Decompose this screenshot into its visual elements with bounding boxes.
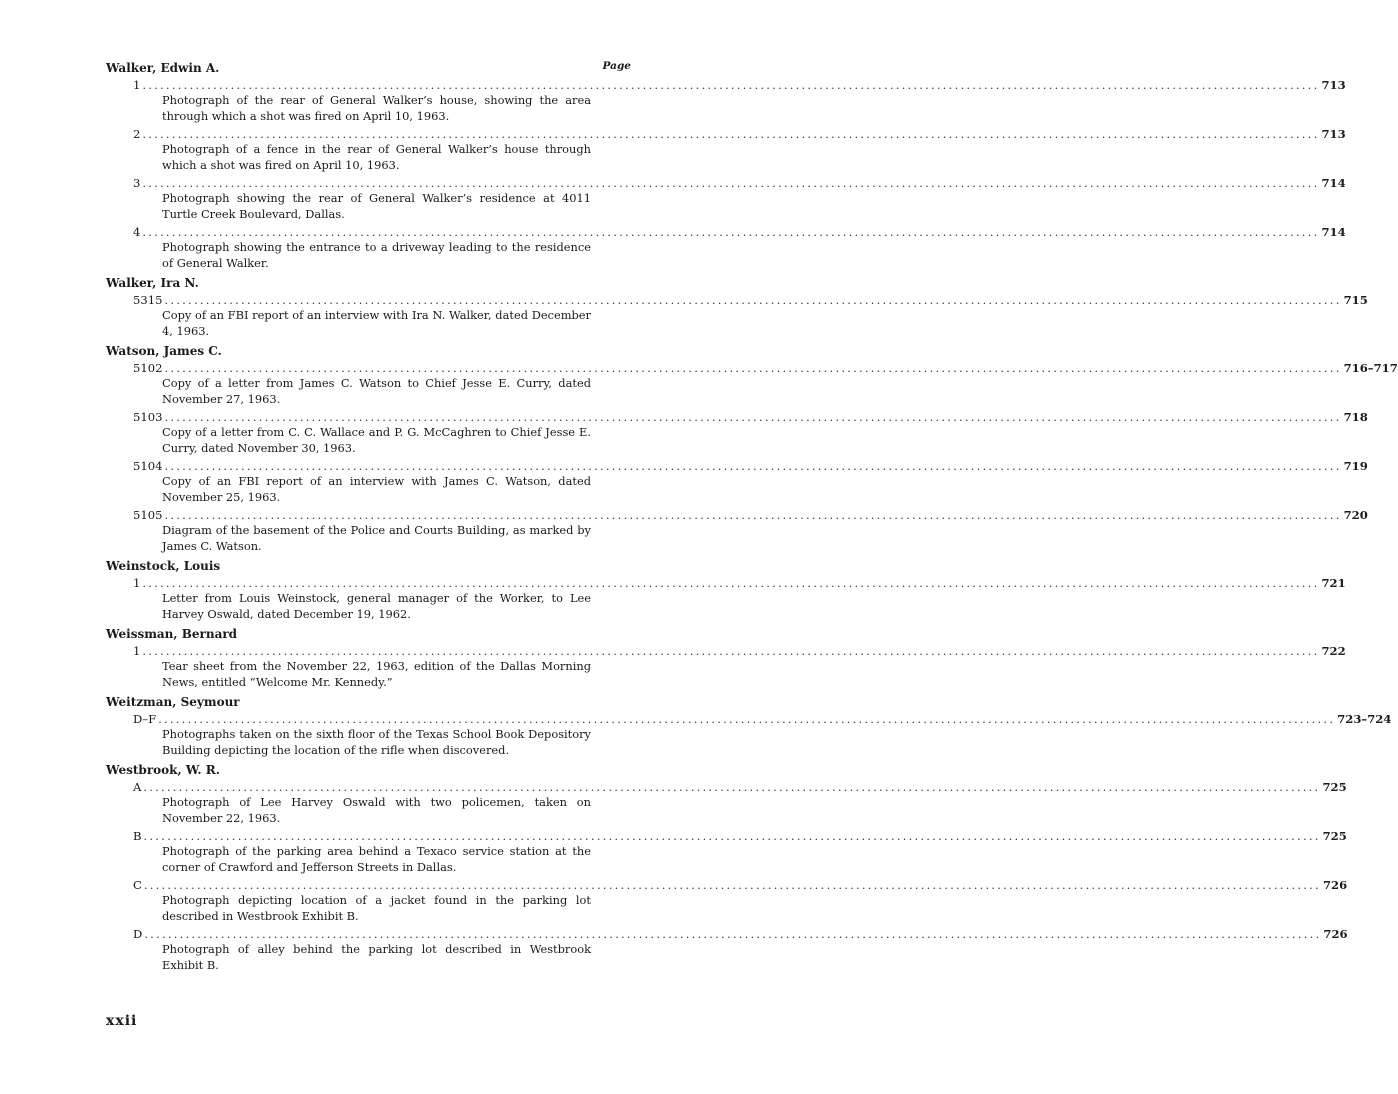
witness-entry [106, 343, 1398, 554]
page-column-label: Page [602, 60, 631, 72]
exhibit-page: 716–717 [1343, 361, 1398, 375]
exhibit-description: Copy of an FBI report of an interview with James C. Watson, dated November 25, 1963. [162, 474, 591, 504]
witness-entry [106, 60, 1346, 271]
leader-dots: ........................................................................................................................................................................................................ [143, 878, 1321, 892]
exhibit-page: 726 [1323, 927, 1348, 941]
exhibit-page: 714 [1321, 225, 1346, 239]
exhibit-description: Photographs taken on the sixth floor of the Texas School Book Depository Building depicting the location of the rifle when discovered. [162, 727, 591, 757]
exhibit-description: Photograph of Lee Harvey Oswald with two policemen, taken on November 22, 1963. [162, 795, 591, 825]
exhibit-line [106, 175, 1346, 191]
exhibit-description: Copy of a letter from C. C. Wallace and P. G. McCaghren to Chief Jesse E. Curry, dated November 30, 1963. [162, 425, 591, 455]
witness-entry [106, 275, 1368, 339]
exhibit-line [106, 877, 1348, 893]
exhibit-description: Photograph showing the entrance to a driveway leading to the residence of General Walker. [162, 240, 591, 270]
exhibit-page: 720 [1343, 508, 1368, 522]
witness-entry [106, 626, 1346, 690]
exhibit-number: 5104 [133, 459, 163, 473]
witness-name: Weinstock, Louis [106, 559, 221, 573]
exhibit-page: 725 [1322, 829, 1347, 843]
exhibit-number: 1 [133, 78, 141, 92]
exhibit-page: 714 [1321, 176, 1346, 190]
leader-dots: ........................................................................................................................................................................................................ [164, 293, 1342, 307]
exhibit-line [106, 77, 1346, 93]
exhibit-description: Photograph of alley behind the parking lot described in Westbrook Exhibit B. [162, 942, 591, 972]
leader-dots: ........................................................................................................................................................................................................ [142, 644, 1320, 658]
exhibit-page: 713 [1321, 127, 1346, 141]
exhibit-page: 721 [1321, 576, 1346, 590]
exhibit-page: 713 [1321, 78, 1346, 92]
leader-dots: ........................................................................................................................................................................................................ [142, 78, 1320, 92]
exhibit-number: 5315 [133, 293, 163, 307]
exhibit-line [106, 224, 1346, 240]
exhibit-line [106, 507, 1368, 523]
leader-dots: ........................................................................................................................................................................................................ [164, 459, 1342, 473]
exhibit-description: Copy of a letter from James C. Watson to Chief Jesse E. Curry, dated November 27, 1963. [162, 376, 591, 406]
exhibit-description: Photograph showing the rear of General Walker’s residence at 4011 Turtle Creek Boulevard, Dallas. [162, 191, 591, 221]
exhibit-number: B [133, 829, 142, 843]
exhibit-number: C [133, 878, 142, 892]
exhibit-number: 5103 [133, 410, 163, 424]
witness-name: Weitzman, Seymour [106, 695, 240, 709]
exhibit-number: 5105 [133, 508, 163, 522]
exhibit-description: Diagram of the basement of the Police and Courts Building, as marked by James C. Watson. [162, 523, 591, 553]
leader-dots: ........................................................................................................................................................................................................ [142, 225, 1320, 239]
witness-name: Weissman, Bernard [106, 627, 238, 641]
exhibit-line [106, 643, 1346, 659]
exhibit-number: 1 [133, 644, 141, 658]
leader-dots: ........................................................................................................................................................................................................ [164, 410, 1342, 424]
leader-dots: ........................................................................................................................................................................................................ [143, 780, 1321, 794]
exhibit-line [106, 292, 1368, 308]
exhibit-number: D–F [133, 712, 157, 726]
exhibit-line [106, 126, 1346, 142]
leader-dots: ........................................................................................................................................................................................................ [164, 361, 1342, 375]
exhibit-number: A [133, 780, 142, 794]
exhibit-line [106, 409, 1368, 425]
exhibit-number: 5102 [133, 361, 163, 375]
witness-entry [106, 558, 1346, 622]
leader-dots: ........................................................................................................................................................................................................ [143, 829, 1321, 843]
exhibit-description: Copy of an FBI report of an interview with Ira N. Walker, dated December 4, 1963. [162, 308, 591, 338]
exhibit-line [106, 828, 1347, 844]
exhibit-page: 719 [1343, 459, 1368, 473]
exhibit-page: 715 [1343, 293, 1368, 307]
exhibit-number: 4 [133, 225, 141, 239]
exhibit-page: 718 [1343, 410, 1368, 424]
exhibit-page: 723–724 [1337, 712, 1392, 726]
witness-name: Walker, Ira N. [106, 276, 199, 290]
exhibit-line [106, 711, 1392, 727]
exhibit-number: 3 [133, 176, 141, 190]
exhibit-page: 722 [1321, 644, 1346, 658]
witness-name: Watson, James C. [106, 344, 222, 358]
exhibit-description: Photograph of the parking area behind a Texaco service station at the corner of Crawford and Jefferson Streets in Dallas. [162, 844, 591, 874]
exhibit-page: 725 [1322, 780, 1347, 794]
page-number: xxii [106, 1013, 138, 1029]
leader-dots: ........................................................................................................................................................................................................ [164, 508, 1342, 522]
leader-dots: ........................................................................................................................................................................................................ [142, 127, 1320, 141]
exhibit-line [106, 575, 1346, 591]
exhibit-line [106, 926, 1348, 942]
witness-list [106, 60, 1398, 973]
exhibit-description: Photograph depicting location of a jacket found in the parking lot described in Westbrook Exhibit B. [162, 893, 591, 923]
leader-dots: ........................................................................................................................................................................................................ [144, 927, 1322, 941]
exhibit-number: 2 [133, 127, 141, 141]
exhibit-number: 1 [133, 576, 141, 590]
witness-name: Westbrook, W. R. [106, 763, 220, 777]
witness-entry [106, 694, 1392, 758]
exhibit-line [106, 458, 1368, 474]
exhibit-description: Photograph of the rear of General Walker’s house, showing the area through which a shot was fired on April 10, 1963. [162, 93, 591, 123]
exhibit-line [106, 779, 1347, 795]
exhibit-page: 726 [1322, 878, 1348, 892]
exhibit-description: Photograph of a fence in the rear of General Walker’s house through which a shot was fired on April 10, 1963. [162, 142, 591, 172]
witness-name: Walker, Edwin A. [106, 61, 220, 75]
index-page [106, 60, 1398, 977]
leader-dots: ........................................................................................................................................................................................................ [158, 712, 1336, 726]
exhibit-number: D [133, 927, 143, 941]
leader-dots: ........................................................................................................................................................................................................ [142, 576, 1320, 590]
exhibit-description: Tear sheet from the November 22, 1963, edition of the Dallas Morning News, entitled “Welcome Mr. Kennedy.” [162, 659, 591, 689]
exhibit-line [106, 360, 1398, 376]
witness-entry [106, 762, 1348, 973]
leader-dots: ........................................................................................................................................................................................................ [142, 176, 1320, 190]
exhibit-description: Letter from Louis Weinstock, general manager of the Worker, to Lee Harvey Oswald, dated December 19, 1962. [162, 591, 591, 621]
